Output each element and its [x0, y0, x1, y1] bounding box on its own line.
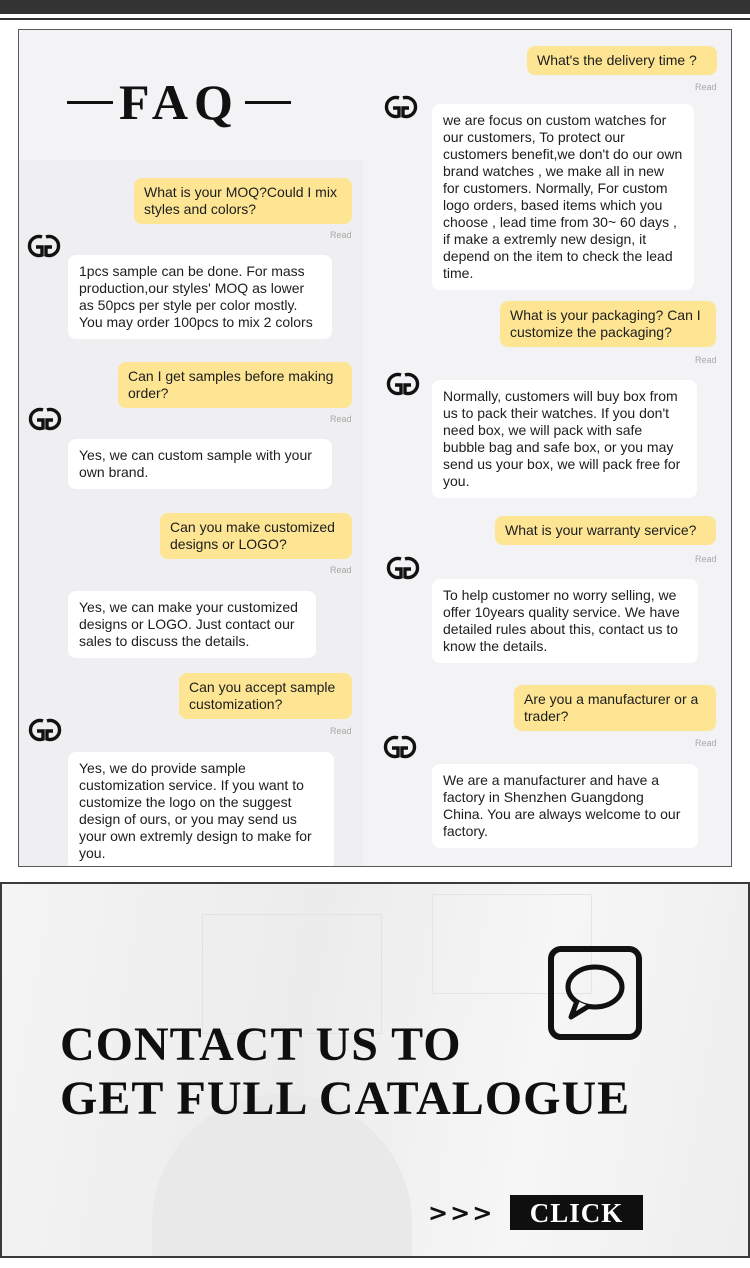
question-bubble	[179, 673, 352, 719]
read-receipt: Read	[695, 355, 717, 365]
read-receipt: Read	[330, 726, 352, 736]
contact-title	[60, 1018, 700, 1126]
top-bar	[0, 0, 750, 14]
question-bubble	[500, 301, 716, 347]
read-receipt: Read	[330, 230, 352, 240]
answer-bubble	[432, 380, 697, 498]
top-divider	[0, 18, 750, 20]
read-receipt: Read	[330, 565, 352, 575]
gg-logo-icon	[23, 233, 65, 259]
answer-bubble	[68, 752, 334, 867]
question-text: What is your warranty service?	[505, 522, 697, 538]
question-bubble	[527, 46, 717, 75]
answer-bubble	[68, 591, 316, 658]
question-text: Can you make customized designs or LOGO?	[170, 519, 335, 552]
contact-banner	[0, 882, 750, 1258]
gg-logo-icon	[379, 734, 421, 760]
question-bubble	[118, 362, 352, 408]
read-receipt: Read	[695, 82, 717, 92]
question-text: Can I get samples before making order?	[128, 368, 334, 401]
answer-text: Yes, we can custom sample with your own brand.	[79, 447, 312, 480]
contact-title-line2: GET FULL CATALOGUE	[60, 1072, 631, 1125]
answer-text: we are focus on custom watches for our customers, To protect our customers benefit,we don't do our own brand watches , we make all in new for customers. Normally, For custom logo orders, based items which you choose , lead time from 30~ 60 days , if make a extremly new design, it depend on the item to check the lead time.	[443, 112, 683, 281]
read-receipt: Read	[695, 554, 717, 564]
answer-text: 1pcs sample can be done. For mass production,our styles' MOQ as lower as 50pcs per style per color mostly. You may order 100pcs to mix 2 colors	[79, 263, 313, 330]
answer-text: Yes, we do provide sample customization service. If you want to customize the logo on the suggest design of ours, or you may send us your own extremly design to make for you.	[79, 760, 312, 861]
read-receipt: Read	[330, 414, 352, 424]
click-button[interactable]: CLICK	[510, 1195, 643, 1230]
question-bubble	[495, 516, 716, 545]
question-text: What is your MOQ?Could I mix styles and colors?	[144, 184, 337, 217]
question-text: What's the delivery time ?	[537, 52, 697, 68]
question-bubble	[160, 513, 352, 559]
background-decoration	[202, 914, 382, 1034]
arrows-indicator: >>>	[428, 1199, 495, 1227]
question-bubble	[514, 685, 716, 731]
question-bubble	[134, 178, 352, 224]
question-text: Are you a manufacturer or a trader?	[524, 691, 699, 724]
question-text: What is your packaging? Can I customize the packaging?	[510, 307, 701, 340]
gg-logo-icon	[380, 94, 422, 120]
question-text: Can you accept sample customization?	[189, 679, 336, 712]
answer-bubble	[432, 104, 694, 290]
contact-title-line1: CONTACT US TO	[60, 1018, 462, 1071]
answer-bubble	[68, 255, 332, 339]
gg-logo-icon	[382, 371, 424, 397]
title-dash-left	[67, 101, 113, 104]
gg-logo-icon	[24, 406, 66, 432]
read-receipt: Read	[695, 738, 717, 748]
faq-title-text: FAQ	[119, 74, 239, 130]
gg-logo-icon	[24, 717, 66, 743]
gg-logo-icon	[382, 555, 424, 581]
faq-title	[61, 72, 297, 132]
title-dash-right	[245, 101, 291, 104]
answer-text: Normally, customers will buy box from us to pack their watches. If you don't need box, we will pack with safe bubble bag and safe box, or you may send us your box, we will pack free for you.	[443, 388, 681, 489]
answer-text: Yes, we can make your customized designs or LOGO. Just contact our sales to discuss the details.	[79, 599, 298, 649]
answer-bubble	[68, 439, 332, 489]
answer-bubble	[432, 764, 698, 848]
answer-bubble	[432, 579, 698, 663]
faq-panel	[18, 29, 732, 867]
answer-text: We are a manufacturer and have a factory in Shenzhen Guangdong China. You are always welcome to our factory.	[443, 772, 681, 839]
answer-text: To help customer no worry selling, we offer 10years quality service. We have detailed rules about this, contact us to know the details.	[443, 587, 680, 654]
